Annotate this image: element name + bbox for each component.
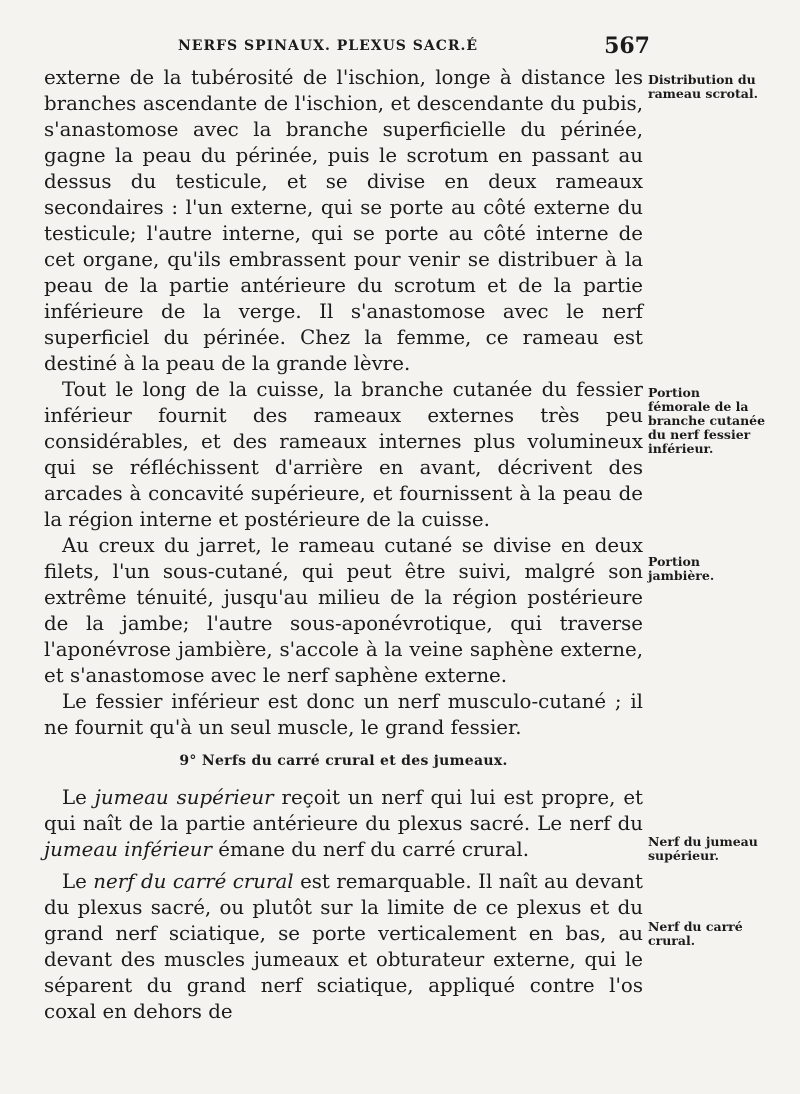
margin-note-jumeau: Nerf du jumeau supérieur. [648, 834, 758, 863]
body-text [44, 65, 643, 1025]
running-head: NERFS SPINAUX. PLEXUS SACR.É [178, 38, 479, 54]
section-title: 9° Nerfs du carré crural et des jumeaux. [179, 753, 508, 769]
page-header [60, 35, 650, 59]
paragraph-femoral: Tout le long de la cuisse, la branche cutanée du fessier inférieur fournit des rameaux externes très peu considérables, et des rameaux internes plus volumineux qui se réfléchissent d'arrière en avant, décrivent des arcades à concavité supérieure, et fournissent à la peau de la région interne et postérieure de la cuisse. [44, 378, 643, 531]
text-run: émane du nerf du carré crural. [211, 838, 530, 861]
margin-note-femoral: Portion fémorale de la branche cutanée du nerf fessier inférieur. [648, 385, 766, 456]
paragraph-scrotal: externe de la tubérosité de l'ischion, longe à distance les branches ascendante de l'ischion, et descendante du pubis, s'anastomose avec la branche superficielle du périnée, gagne la peau du périnée, puis le scrotum en passant au dessus du testicule, et se divise en deux rameaux secondaires : l'un externe, qui se porte au côté externe du testicule; l'autre interne, qui se porte au côté interne de cet organe, qu'ils embrassent pour venir se distribuer à la peau de la partie antérieure du scrotum et de la partie inférieure de la verge. Il s'anastomose avec le nerf superficiel du périnée. Chez la femme, ce rameau est destiné à la peau de la grande lèvre. [44, 66, 643, 375]
text-run: est remarquable. Il naît au devant du plexus sacré, ou plutôt sur la limite de ce plexus et du grand nerf sciatique, se porte verticalement en bas, au devant des muscles jumeaux et obturateur externe, qui le séparent du grand nerf sciatique, appliqué contre l'os coxal en dehors de [44, 870, 643, 1023]
margin-note-carre: Nerf du carré crural. [648, 919, 743, 948]
page-number: 567 [604, 33, 650, 59]
text-run: reçoit un nerf qui lui est propre, et qui naît de la partie antérieure du plexus sacré. Le nerf du [44, 786, 643, 835]
paragraph-summary: Le fessier inférieur est donc un nerf musculo-cutané ; il ne fournit qu'à un seul muscle, le grand fessier. [44, 690, 643, 739]
italic-term: nerf du carré crural [93, 870, 294, 893]
text-run: Le [62, 786, 95, 809]
text-run: Le [62, 870, 94, 893]
margin-note-jambiere: Portion jambière. [648, 554, 715, 583]
italic-term: jumeau inférieur [44, 838, 212, 861]
italic-term: jumeau supérieur [94, 786, 274, 809]
paragraph-jumeau [44, 785, 643, 863]
paragraph-jambiere: Au creux du jarret, le rameau cutané se divise en deux filets, l'un sous-cutané, qui peut être suivi, malgré son extrême ténuité, jusqu'au milieu de la région postérieure de la jambe; l'autre sous-aponévrotique, qui traverse l'aponévrose jambière, s'accole à la veine saphène externe, et s'anastomose avec le nerf saphène externe. [44, 534, 643, 687]
margin-note-scrotal: Distribution du rameau scrotal. [648, 72, 758, 101]
paragraph-carre [44, 869, 643, 1025]
